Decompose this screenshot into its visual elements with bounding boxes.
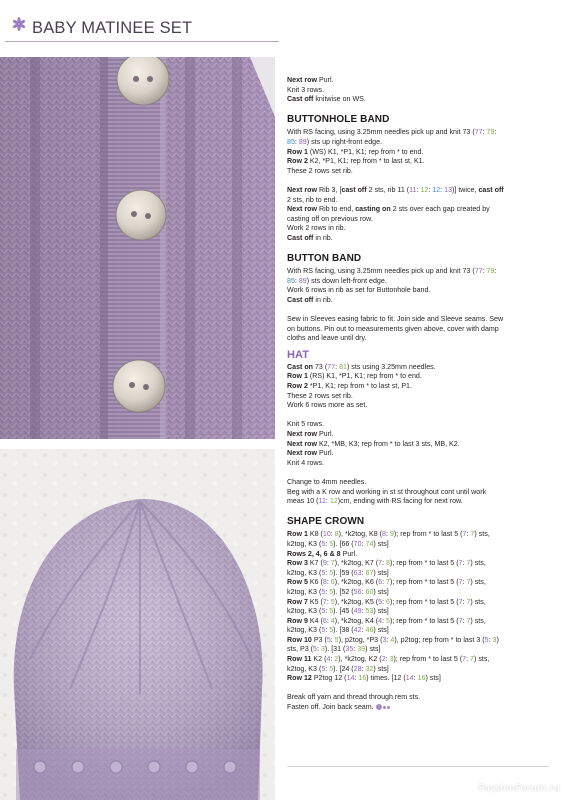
shape-crown-row: k2tog, K3 (5: 5). [38 (42: 46) sts] [287,626,389,635]
buttonhole-line: These 2 rows set rib. [287,166,353,175]
buttonhole-line: Cast off in rib. [287,233,333,242]
hat-line: Row 2 *P1, K1; rep from * to last st, P1. [287,382,412,391]
hat-line: Knit 5 rows. [287,420,325,429]
buttonhole-line: With RS facing, using 3.25mm needles pick up and knit 73 (77: 79: [287,128,497,137]
page-header [0,0,566,44]
shape-crown-row: Row 5 K6 (8: 6), *k2tog, K6 (6: 7); rep from * to last 5 (7: 7) sts, [287,578,486,587]
button-band-line: Cast off in rib. [287,295,333,304]
hat-line: Next row K2, *MB, K3; rep from * to last 3 sts, MB, K2. [287,439,460,448]
buttonhole-line: 2 sts, rib to end. [287,195,338,204]
shape-crown-row: Row 12 P2tog 12 (14: 16) times. [12 (14: 16) sts] [287,674,441,683]
shape-crown-row: Row 9 K4 (6: 4), *k2tog, K4 (4: 5); rep from * to last 5 (7: 7) sts, [287,616,486,625]
shape-crown-heading: SHAPE CROWN [287,516,365,528]
footer-divider [287,766,549,767]
shape-crown-row: Row 3 K7 (9: 7), *k2tog, K7 (7: 8); rep from * to last 5 (7: 7) sts, [287,559,486,568]
button-band-line: Work 6 rows in rib as set for Buttonhole band. [287,286,431,295]
shape-crown-row: sts, P3 (5: 3). [31 (35: 39) sts] [287,645,381,654]
buttonhole-line: Row 1 (WS) K1, *P1, K1; rep from * to end. [287,147,424,156]
hat-line: Change to 4mm needles. [287,477,367,486]
hat-line: meas 10 (11: 12)cm, ending with RS facing for next row. [287,497,463,506]
end-bullet-icon [376,704,382,710]
shape-crown-row: Row 1 K8 (10: 8), *k2tog, K8 (8: 9); rep from * to last 5 (7: 7) sts, [287,530,490,539]
finishing-line: Sew in Sleeves easing fabric to fit. Join side and Sleeve seams. Sew [287,315,504,324]
hat-line: Next row Purl. [287,430,334,438]
button-band-heading: BUTTON BAND [287,253,362,265]
buttonhole-line: 85: 89) sts up right-front edge. [287,137,383,146]
hat-line: Next row Purl. [287,449,334,458]
hat-line: Knit 4 rows. [287,458,325,467]
shape-crown-row: k2tog, K3 (5: 5). [24 (28: 32) sts] [287,664,389,673]
shape-crown-row: Row 10 P3 (5: 5), p2tog, *P3 (3: 4), p2tog; rep from * to last 3 (5: 3) [287,635,499,644]
buttonhole-line: Row 2 K2, *P1, K1; rep from * to last st, K1. [287,157,425,166]
buttonhole-band-heading: BUTTONHOLE BAND [287,114,390,126]
end-line: Break off yarn and thread through rem sts. [287,693,421,702]
shape-crown-rows [287,530,549,684]
end-dot-icon [383,706,386,709]
end-line: Fasten off. Join back seam. [287,703,549,713]
buttonhole-line: Work 2 rows in rib. [287,224,346,233]
buttonhole-line: casting off on previous row. [287,214,373,223]
hat-line: Work 6 rows more as set. [287,401,368,410]
buttonhole-line: Next row Rib 3, [cast off 2 sts, rib 11 (11: 12: 12: 13)] twice, cast off [287,185,504,194]
finishing-line: cloths and leave until dry. [287,334,367,343]
shape-crown-row: k2tog, K3 (5: 5). [45 (49: 53) sts] [287,607,389,616]
shape-crown-row: k2tog, K3 (5: 5). [59 (63: 67) sts] [287,568,389,577]
hat-line: Beg with a K row and working in st st throughout cont until work [287,487,487,496]
shape-crown-row: Row 7 K5 (7: 5), *k2tog, K5 (5: 6); rep from * to last 5 (7: 7) sts, [287,597,486,606]
shape-crown-row: Rows 2, 4, 6 & 8 Purl. [287,549,358,558]
end-dot-icon [387,706,390,709]
hat-heading: HAT [287,348,310,361]
shape-crown-row: Row 11 K2 (4: 2), *k2tog, K2 (2: 3); rep from * to last 5 (7: 7) sts, [287,655,490,664]
hat-line: Cast on 73 (77: 81) sts using 3.25mm needles. [287,362,436,371]
intro-line-1: Next row Purl. [287,76,334,84]
finishing-line: on buttons. Pin out to measurements given above, cover with damp [287,324,499,333]
watermark: PassionForum.ru [478,783,560,794]
hat-line: These 2 rows set rib. [287,391,353,400]
buttonhole-line: Next row Rib to end, casting on 2 sts over each gap created by [287,205,490,214]
shape-crown-row: k2tog, K3 (5: 5). [52 (56: 60) sts] [287,587,389,596]
header-divider [5,41,279,42]
pattern-instructions [287,76,549,713]
intro-line-2: Knit 3 rows. [287,85,325,94]
knitted-baby-hat-photo [0,449,275,800]
page-title: BABY MATINEE SET [32,19,193,37]
button-band-line: With RS facing, using 3.25mm needles pick up and knit 73 (77: 79: [287,267,497,276]
knitted-cardigan-button-band-photo [0,57,275,439]
shape-crown-row: k2tog, K3 (5: 5). [66 (70: 74) sts] [287,539,389,548]
asterisk-flower-icon [12,17,26,31]
intro-line-3: Cast off knitwise on WS. [287,95,366,104]
button-band-line: 85: 89) sts down left-front edge. [287,276,387,285]
hat-line: Row 1 (RS) K1, *P1, K1; rep from * to end. [287,372,422,381]
